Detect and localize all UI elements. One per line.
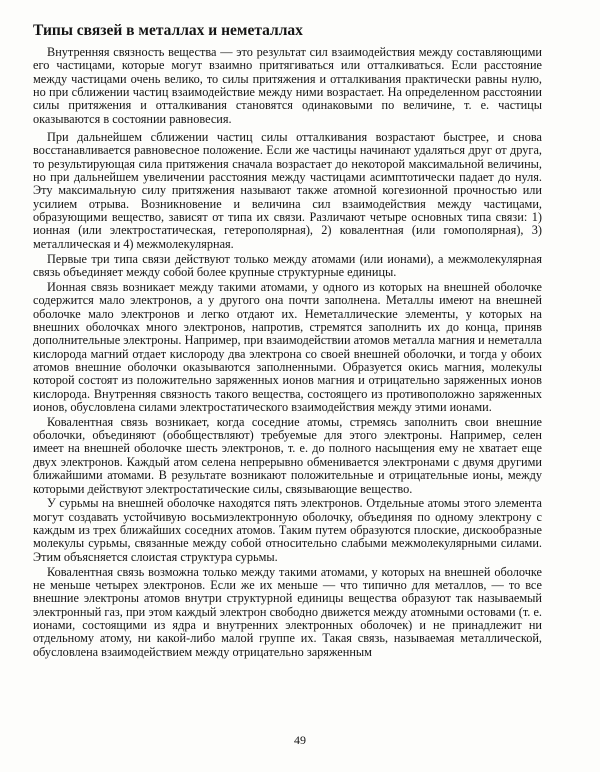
page-number: 49 [294, 733, 306, 747]
paragraph-covalent-bond: Ковалентная связь возникает, когда соседние атомы, стремясь заполнить свои внешние оболочки, объединяют (обобществляют) требуемые для этого электроны. Например, селен имеет на внешней оболочке шесть электронов, т. е. до полного насыщения ему не хватает еще двух электронов. Каждый атом селена непрерывно обменивается электронами с двумя другими ближайшими атомами. В результате возникают положительные и отрицательные ионы, между которыми действуют электростатические силы, связывающие вещество. [33, 414, 542, 496]
paragraph-internal-cohesion: Внутренняя связность вещества — это результат сил взаимодействия между составляющими его частицами, которые могут взаимно притягиваться или отталкиваться. Если расстояние между частицами очень велико, то силы притяжения и отталкивания практически равны нулю, но при сближении частиц взаимодействие между ними возрастает. На определенном расстоянии силы притяжения и отталкивания становятся одинаковыми по величине, т. е. частицы оказываются в состоянии равновесия. [33, 45, 542, 126]
paragraph-first-three-types: Первые три типа связи действуют только между атомами (или ионами), а межмолекулярная связь объединяет между собой более крупные структурные единицы. [33, 251, 542, 279]
paragraph-ionic-bond: Ионная связь возникает между такими атомами, у одного из которых на внешней оболочке содержится мало электронов, а у другого она почти заполнена. Металлы имеют на внешней оболочке мало электронов и легко отдают их. Неметаллические элементы, у которых на внешних оболочках много электронов, напротив, стремятся заполнить их до конца, приняв дополнительные электроны. Например, при взаимодействии атомов металла магния и неметалла кислорода магний отдает кислороду два электрона со своей внешней оболочки, и тогда у обоих атомов внешние оболочки оказываются заполненными. Образуется окись магния, молекулы которой состоят из положительно заряженных ионов магния и отрицательно заряженных ионов кислорода. Внутренняя связность такого вещества, состоящего из противоположно заряженных ионов, обусловлена силами электростатического взаимодействия между этими ионами. [33, 279, 542, 414]
paragraph-further-approach: При дальнейшем сближении частиц силы отталкивания возрастают быстрее, и снова восстанавливается равновесное положение. Если же частицы начинают удаляться друг от друга, то результирующая сила притяжения сначала возрастает до некоторой максимальной величины, но при дальнейшем увеличении расстояния между частицами асимптотически падает до нуля. Эту максимальную силу притяжения называют также атомной когезионной прочностью или усилием отрыва. Возникновение и величина сил взаимодействия между частицами, образующими вещество, зависят от типа их связи. Различают четыре основных типа связи: 1) ионная (или электростатическая, гетерополярная), 2) ковалентная (или гомополярная), 3) металлическая и 4) межмолекулярная. [33, 130, 542, 251]
paragraph-metallic-bond: Ковалентная связь возможна только между такими атомами, у которых на внешней оболочке не меньше четырех электронов. Если же их меньше — что типично для металлов, — то все внешние электроны атомов внутри структурной единицы вещества образуют так называемый электронный газ, при этом каждый электрон свободно движется между атомными остовами (т. е. ионами, состоящими из ядра и внутренних электронных оболочек) и не принадлежит ни отдельному атому, ни какой-либо малой группе их. Такая связь, называемая металлической, обусловлена взаимодействием между отрицательно заряженным [33, 564, 542, 659]
section-heading: Типы связей в металлах и неметаллах [33, 22, 303, 39]
paragraph-antimony: У сурьмы на внешней оболочке находятся пять электронов. Отдельные атомы этого элемента могут создавать устойчивую восьмиэлектронную оболочку, объединяя по одному электрону с каждым из трех ближайших соседних атомов. Таким путем образуются плоские, дискообразные молекулы сурьмы, связанные между собой относительно слабыми межмолекулярными силами. Этим объясняется слоистая структура сурьмы. [33, 496, 542, 564]
